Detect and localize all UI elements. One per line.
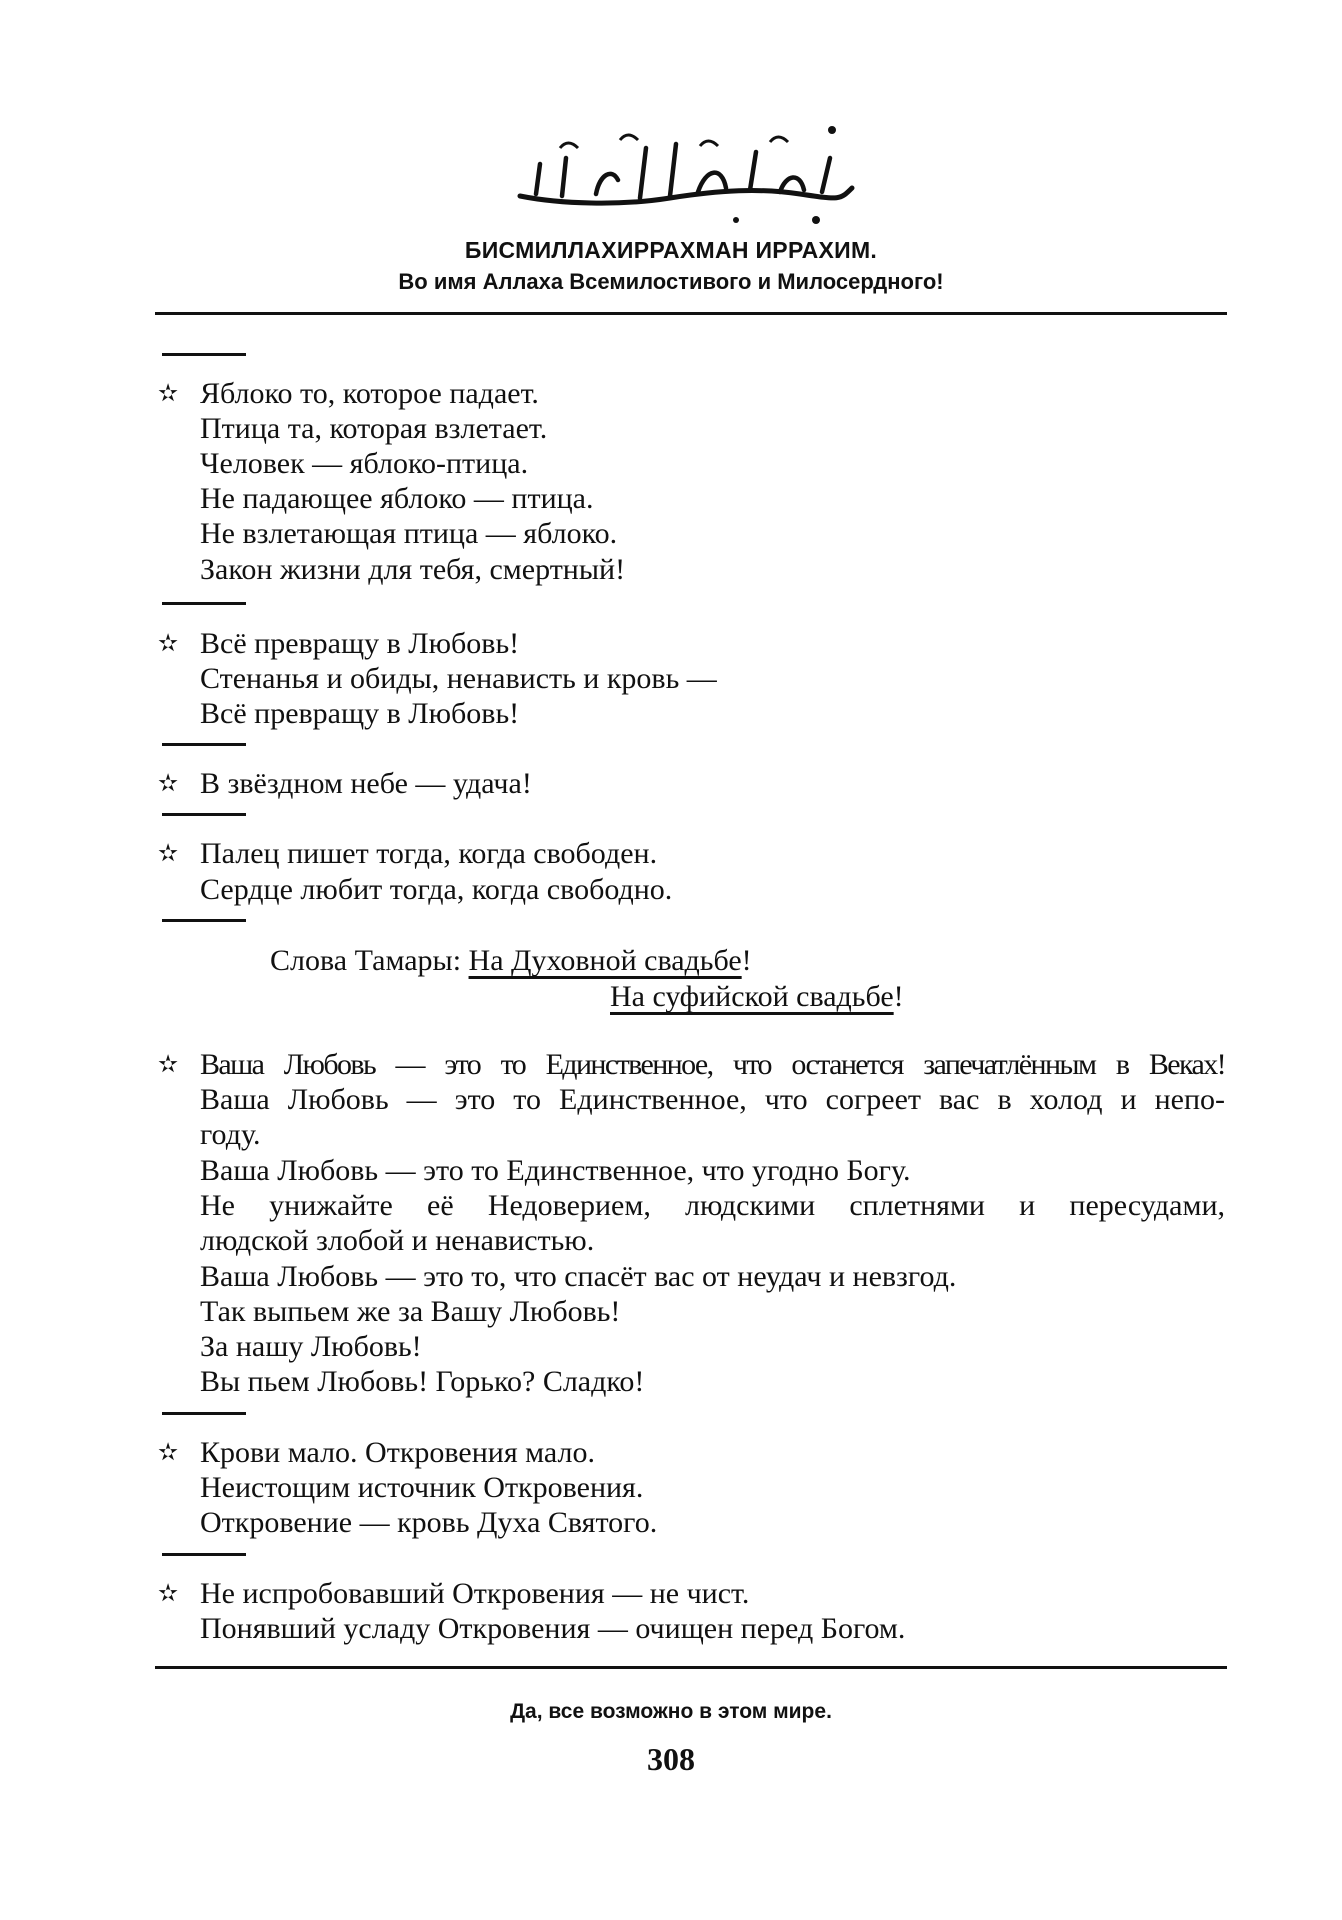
verse-line: Стенанья и обиды, ненависть и кровь — bbox=[200, 662, 717, 695]
section-divider bbox=[162, 353, 246, 356]
verse-line: Откровение — кровь Духа Святого. bbox=[200, 1506, 658, 1539]
star-icon: ✫ bbox=[158, 841, 179, 867]
verse-line: Крови мало. Откровения мало. bbox=[200, 1436, 595, 1469]
star-icon: ✫ bbox=[158, 1581, 179, 1607]
verse-line: Не падающее яблоко — птица. bbox=[200, 482, 594, 515]
bismillah-calligraphy bbox=[500, 118, 860, 228]
tamara-quote-line1 bbox=[270, 946, 752, 976]
verse-line: Всё превращу в Любовь! bbox=[200, 697, 520, 730]
section-divider bbox=[162, 813, 246, 816]
header-title: БИСМИЛЛАХИРРАХМАН ИРРАХИМ. bbox=[464, 237, 878, 263]
section-divider bbox=[162, 1412, 246, 1415]
verse-line: Палец пишет тогда, когда свободен. bbox=[200, 837, 658, 870]
section-divider bbox=[162, 602, 246, 605]
verse-line: Понявший усладу Откровения — очищен перед Богом. bbox=[200, 1612, 906, 1645]
header-subtitle: Во имя Аллаха Всемилостивого и Милосердного! bbox=[398, 269, 944, 294]
section-divider bbox=[162, 919, 246, 922]
verse-line: Не унижайте её Недоверием, людскими сплетнями и пересудами, bbox=[200, 1189, 1225, 1222]
verse-line: Вы пьем Любовь! Горько? Сладко! bbox=[200, 1365, 645, 1398]
section-divider bbox=[162, 1553, 246, 1556]
star-icon: ✫ bbox=[158, 381, 179, 407]
star-icon: ✫ bbox=[158, 631, 179, 657]
verse-line: Закон жизни для тебя, смертный! bbox=[200, 553, 626, 586]
star-icon: ✫ bbox=[158, 1052, 179, 1078]
tamara-sufi-wedding: На суфийской свадьбе bbox=[610, 980, 894, 1013]
verse-line: Ваша Любовь — это то Единственное, что согреет вас в холод и непо- bbox=[200, 1083, 1225, 1116]
star-icon: ✫ bbox=[158, 1440, 179, 1466]
verse-line: Человек — яблоко-птица. bbox=[200, 447, 529, 480]
bottom-rule bbox=[155, 1666, 1227, 1669]
verse-line: Птица та, которая взлетает. bbox=[200, 412, 548, 445]
star-icon: ✫ bbox=[158, 771, 179, 797]
top-rule bbox=[155, 312, 1227, 315]
exclamation: ! bbox=[741, 944, 752, 977]
verse-line: Не испробовавший Откровения — не чист. bbox=[200, 1577, 750, 1610]
verse-line: Не взлетающая птица — яблоко. bbox=[200, 517, 618, 550]
verse-line: Так выпьем же за Вашу Любовь! bbox=[200, 1295, 621, 1328]
tamara-spiritual-wedding: На Духовной свадьбе bbox=[468, 944, 742, 977]
verse-line: Яблоко то, которое падает. bbox=[200, 377, 539, 410]
verse-line: За нашу Любовь! bbox=[200, 1330, 422, 1363]
verse-line: Сердце любит тогда, когда свободно. bbox=[200, 873, 673, 906]
verse-line: Ваша Любовь — это то Единственное, что угодно Богу. bbox=[200, 1154, 911, 1187]
page-number: 308 bbox=[647, 1741, 695, 1777]
verse-line: Ваша Любовь — это то Единственное, что останется запечатлённым в Веках! bbox=[200, 1048, 1225, 1081]
exclamation: ! bbox=[893, 980, 904, 1013]
tamara-prefix: Слова Тамары: bbox=[270, 944, 469, 977]
footer-motto: Да, все возможно в этом мире. bbox=[510, 1700, 832, 1723]
verse-line: людской злобой и ненавистью. bbox=[200, 1224, 595, 1257]
tamara-quote-line2 bbox=[610, 982, 904, 1012]
section-divider bbox=[162, 743, 246, 746]
verse-line: Всё превращу в Любовь! bbox=[200, 627, 520, 660]
verse-line: В звёздном небе — удача! bbox=[200, 767, 532, 800]
verse-line: Неистощим источник Откровения. bbox=[200, 1471, 644, 1504]
verse-line: году. bbox=[200, 1118, 261, 1151]
verse-line: Ваша Любовь — это то, что спасёт вас от неудач и невзгод. bbox=[200, 1260, 957, 1293]
